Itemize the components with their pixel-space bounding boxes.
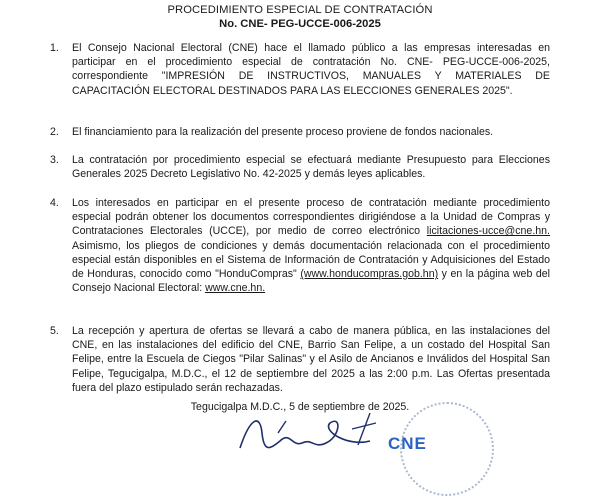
signature-icon xyxy=(230,413,380,450)
list-item-1 xyxy=(50,41,550,98)
item-number: 3. xyxy=(50,154,59,166)
list-item-4 xyxy=(50,196,550,295)
list-item-5 xyxy=(50,324,550,395)
cne-website-link[interactable]: www.cne.hn. xyxy=(205,282,266,295)
list-item-3 xyxy=(50,153,550,181)
document-title: PROCEDIMIENTO ESPECIAL DE CONTRATACIÓN xyxy=(167,4,433,16)
item-text-part: y en la página web del Consejo Nacional Electoral: xyxy=(72,268,550,295)
item-number: 1. xyxy=(50,42,59,54)
list-item-2 xyxy=(50,125,550,139)
item-number: 4. xyxy=(50,197,59,209)
item-number: 2. xyxy=(50,126,59,138)
procedure-number: No. CNE- PEG-UCCE-006-2025 xyxy=(219,18,381,30)
item-text: El financiamiento para la realización del presente proceso proviene de fondos nacionales. xyxy=(72,126,494,138)
cne-logo: CNE xyxy=(388,434,427,453)
item-text-part: Los interesados en participar en el presente proceso de contratación mediante procedimiento especial podrán obtener los documentos correspondientes dirigiéndose a la Unidad de Compras y Contrataciones Electorales (UCCE), por medio de correo electrónico xyxy=(72,197,550,238)
item-text xyxy=(72,196,550,295)
honducompras-link[interactable]: (www.honducompras.gob.hn) xyxy=(300,268,439,281)
item-text-part: Asimismo, los pliegos de condiciones y demás documentación relacionada con el procedimiento especial están disponibles en el Sistema de Información de Contratación y Adquisiciones del Estado de Honduras, conocido como "HonduCompras" xyxy=(72,239,550,281)
item-text: El Consejo Nacional Electoral (CNE) hace el llamado público a las empresas interesadas en participar en el procedimiento especial de contratación No. CNE- PEG-UCCE-006-2025, correspondiente "IMPRESIÓN DE INSTRUCTIVOS, MANUALES Y MATERIALES DE CAPACITACIÓN ELECTORAL DESTINADOS PARA LAS ELECCIONES GENERALES 2025". xyxy=(72,42,550,97)
email-link[interactable]: licitaciones-ucce@cne.hn. xyxy=(426,225,550,238)
item-text: La contratación por procedimiento especial se efectuará mediante Presupuesto para Elecciones Generales 2025 Decreto Legislativo No. 42-2025 y demás leyes aplicables. xyxy=(72,154,550,181)
document-header xyxy=(0,3,600,31)
place-and-date: Tegucigalpa M.D.C., 5 de septiembre de 2025. xyxy=(190,401,410,413)
item-number: 5. xyxy=(50,325,59,337)
item-text: La recepción y apertura de ofertas se llevará a cabo de manera pública, en las instalaciones del CNE, en las instalaciones del edificio del CNE, Barrio San Felipe, a un costado del Hospital San Felipe, entre la Escuela de Ciegos "Pilar Salinas" y el Asilo de Ancianos e Inválidos del Hospital San Felipe, Tegucigalpa, M.D.C., el 12 de septiembre del 2025 a las 2:00 p.m. Las Ofertas presentada fuera del plazo estipulado serán rechazadas. xyxy=(72,325,550,394)
